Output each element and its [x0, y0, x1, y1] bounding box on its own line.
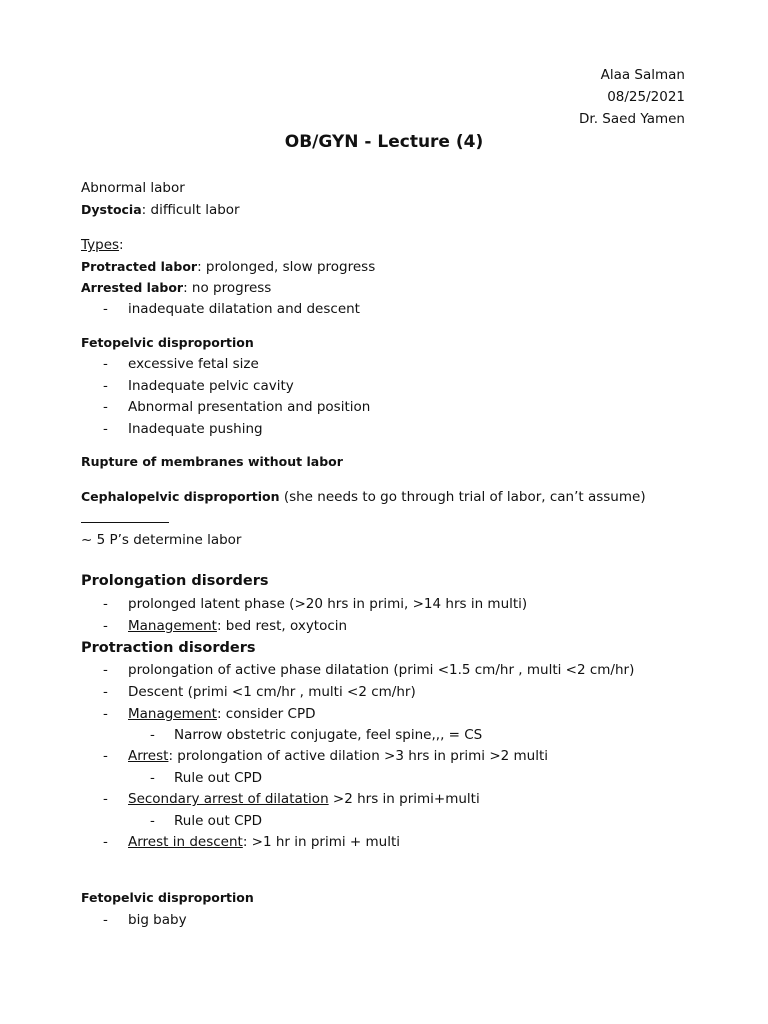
list-item: prolonged latent phase (>20 hrs in primi, >14 hrs in multi) — [128, 596, 528, 612]
list-item — [128, 617, 347, 635]
section-heading: Fetopelvic disproportion — [81, 335, 254, 350]
doctor-name: Dr. Saed Yamen — [579, 111, 685, 127]
list-item: Inadequate pelvic cavity — [128, 378, 294, 394]
list-item: Abnormal presentation and position — [128, 399, 371, 415]
bullet-dash: - — [103, 596, 108, 612]
management-text: : consider CPD — [216, 706, 316, 722]
types-label-line — [81, 236, 124, 254]
bullet-dash: - — [103, 378, 108, 394]
bullet-dash: - — [103, 421, 108, 437]
lecture-date: 08/25/2021 — [607, 89, 685, 105]
list-item — [128, 705, 315, 723]
section-heading: Prolongation disorders — [81, 573, 269, 589]
dystocia-line — [81, 201, 240, 219]
management-label: Management — [128, 618, 217, 634]
protracted-term: Protracted labor — [81, 259, 198, 274]
secondary-arrest-text: >2 hrs in primi+multi — [328, 791, 480, 807]
protracted-line — [81, 258, 375, 276]
bullet-dash: - — [103, 684, 108, 700]
cephalopelvic-note: (she needs to go through trial of labor, can’t assume) — [279, 489, 646, 505]
list-item: excessive fetal size — [128, 356, 259, 372]
list-item: Inadequate pushing — [128, 421, 263, 437]
bullet-dash: - — [150, 770, 155, 786]
management-text: : bed rest, oxytocin — [216, 618, 348, 634]
bullet-dash: - — [150, 813, 155, 829]
author-name: Alaa Salman — [600, 67, 685, 83]
section-heading: Rupture of membranes without labor — [81, 454, 343, 469]
list-item: big baby — [128, 912, 187, 928]
arrest-descent-label: Arrest in descent — [128, 834, 243, 850]
bullet-dash: - — [103, 618, 108, 634]
bullet-dash: - — [103, 356, 108, 372]
dystocia-term: Dystocia — [81, 202, 142, 217]
bullet-dash: - — [103, 706, 108, 722]
sub-list-item: Rule out CPD — [174, 813, 263, 829]
secondary-arrest-label: Secondary arrest of dilatation — [128, 791, 329, 807]
protracted-definition: : prolonged, slow progress — [197, 259, 376, 275]
bullet-dash: - — [150, 727, 155, 743]
page-title: OB/GYN - Lecture (4) — [284, 132, 484, 152]
cephalopelvic-line — [81, 488, 646, 506]
sub-list-item: Rule out CPD — [174, 770, 263, 786]
types-colon: : — [119, 237, 124, 253]
dystocia-definition: : difficult labor — [141, 202, 240, 218]
bullet-dash: - — [103, 301, 108, 317]
list-item — [128, 790, 480, 808]
arrested-line — [81, 279, 271, 297]
list-item — [128, 833, 400, 851]
arrest-text: : prolongation of active dilation >3 hrs in primi >2 multi — [168, 748, 549, 764]
list-item: Descent (primi <1 cm/hr , multi <2 cm/hr) — [128, 684, 416, 700]
section-heading: Fetopelvic disproportion — [81, 890, 254, 905]
types-label: Types — [81, 237, 120, 253]
list-item — [128, 747, 548, 765]
intro-line: Abnormal labor — [81, 180, 185, 196]
bullet-dash: - — [103, 662, 108, 678]
bullet-dash: - — [103, 399, 108, 415]
bullet-dash: - — [103, 791, 108, 807]
arrest-label: Arrest — [128, 748, 169, 764]
cephalopelvic-term: Cephalopelvic disproportion — [81, 489, 280, 504]
section-heading: Protraction disorders — [81, 640, 256, 656]
five-ps-line: ~ 5 P’s determine labor — [81, 532, 242, 548]
arrested-definition: : no progress — [183, 280, 272, 296]
divider-line — [81, 522, 169, 523]
list-item: prolongation of active phase dilatation (primi <1.5 cm/hr , multi <2 cm/hr) — [128, 662, 635, 678]
sub-list-item: Narrow obstetric conjugate, feel spine,,, = CS — [174, 727, 483, 743]
arrest-descent-text: : >1 hr in primi + multi — [242, 834, 401, 850]
arrested-term: Arrested labor — [81, 280, 184, 295]
bullet-dash: - — [103, 834, 108, 850]
list-item: inadequate dilatation and descent — [128, 301, 360, 317]
bullet-dash: - — [103, 748, 108, 764]
management-label: Management — [128, 706, 217, 722]
bullet-dash: - — [103, 912, 108, 928]
